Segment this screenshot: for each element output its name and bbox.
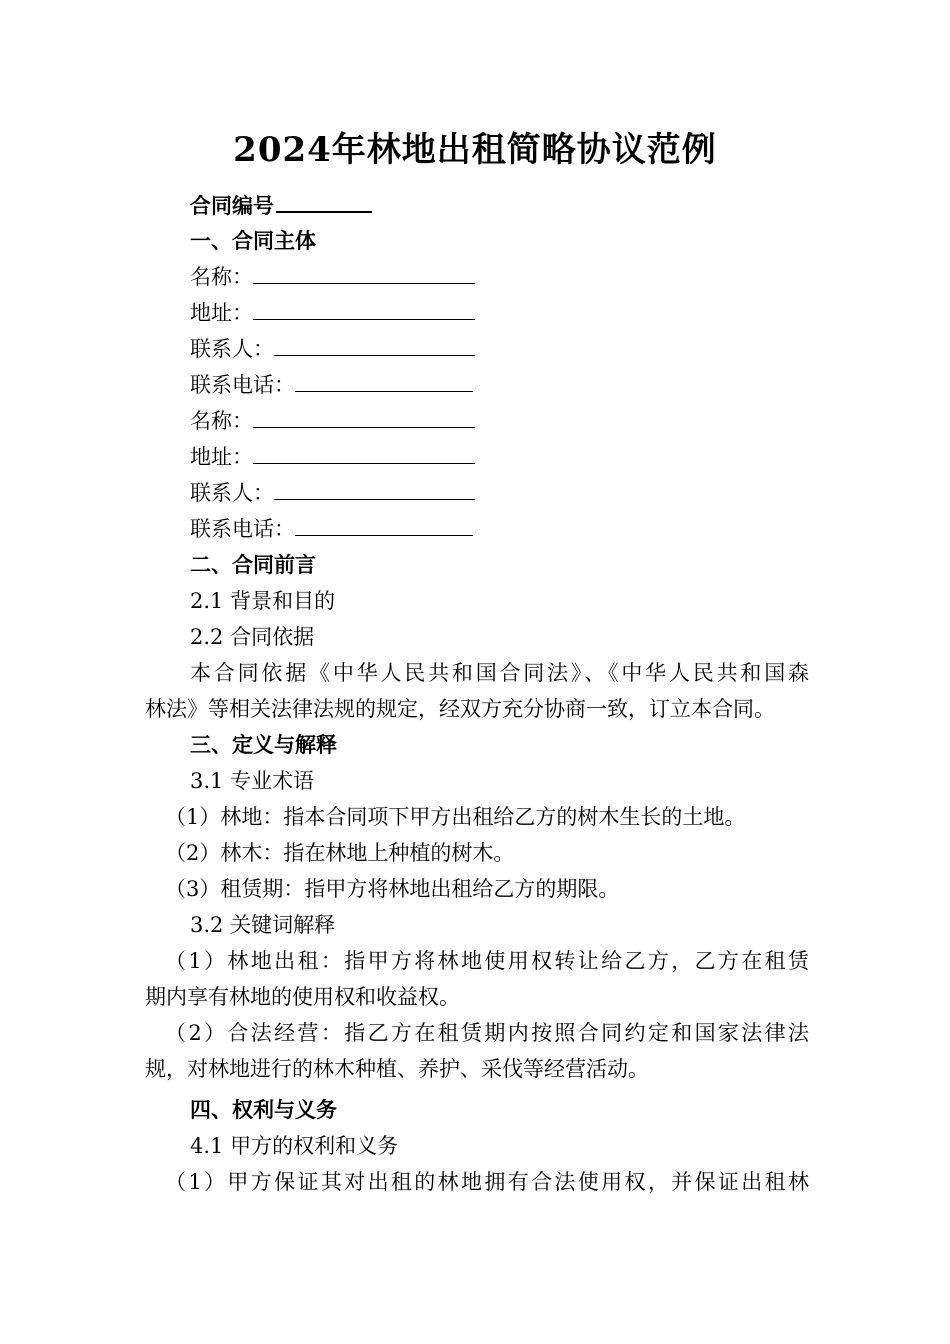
party-b-name-label: 名称：	[190, 409, 253, 433]
party-b-contact-line	[145, 475, 854, 511]
party-a-duty-line1: （1）甲方保证其对出租的林地拥有合法使用权，并保证出租林	[165, 1170, 809, 1194]
section1-heading: 一、合同主体	[190, 228, 316, 253]
party-a-contact-line	[145, 331, 854, 367]
keyword-legal-operation-line2: 规，对林地进行的林木种植、养护、采伐等经营活动。	[145, 1057, 649, 1081]
section3-sub-keywords: 3.2 关键词解释	[190, 913, 336, 937]
party-b-address-line	[145, 439, 854, 475]
party-b-name-line	[145, 403, 854, 439]
document-title: 2024年林地出租简略协议范例	[233, 130, 717, 170]
party-b-name-blank	[253, 403, 475, 428]
party-a-contact-blank	[274, 331, 475, 356]
party-a-name-line	[145, 259, 854, 295]
party-a-contact-label: 联系人：	[190, 337, 274, 361]
section3-sub-terms: 3.1 专业术语	[190, 769, 315, 793]
party-b-phone-label: 联系电话：	[190, 517, 295, 541]
party-b-contact-label: 联系人：	[190, 481, 274, 505]
party-b-phone-line	[145, 511, 854, 547]
party-b-address-blank	[253, 439, 475, 464]
party-b-address-label: 地址：	[190, 445, 253, 469]
section4-heading: 四、权利与义务	[190, 1097, 337, 1122]
contract-number-label: 合同编号	[190, 193, 274, 218]
party-a-address-label: 地址：	[190, 301, 253, 325]
party-b-contact-blank	[274, 475, 475, 500]
party-a-address-blank	[253, 295, 475, 320]
keyword-leasing-line2: 期内享有林地的使用权和收益权。	[145, 985, 460, 1009]
section2-item-background: 2.1 背景和目的	[190, 589, 336, 613]
section2-heading: 二、合同前言	[190, 552, 316, 577]
term-trees: （2）林木：指在林地上种植的树木。	[165, 841, 515, 865]
section3-heading: 三、定义与解释	[190, 732, 337, 757]
party-a-name-blank	[253, 259, 475, 284]
party-a-name-label: 名称：	[190, 265, 253, 289]
party-a-phone-label: 联系电话：	[190, 373, 295, 397]
section2-item-basis: 2.2 合同依据	[190, 625, 315, 649]
party-a-address-line	[145, 295, 854, 331]
term-forest-land: （1）林地：指本合同项下甲方出租给乙方的树木生长的土地。	[165, 805, 746, 829]
keyword-leasing-line1: （1）林地出租：指甲方将林地使用权转让给乙方，乙方在租赁	[165, 949, 809, 973]
party-a-phone-line	[145, 367, 854, 403]
contract-number-line	[145, 187, 854, 224]
party-a-phone-blank	[295, 367, 473, 392]
contract-number-blank	[276, 187, 372, 213]
keyword-legal-operation-line1: （2）合法经营：指乙方在租赁期内按照合同约定和国家法律法	[165, 1021, 809, 1045]
section4-sub-party-a: 4.1 甲方的权利和义务	[190, 1134, 399, 1158]
party-b-phone-blank	[295, 511, 473, 536]
section2-paragraph-line1: 本合同依据《中华人民共和国合同法》、《中华人民共和国森	[190, 661, 809, 685]
section2-paragraph-line2: 林法》等相关法律法规的规定，经双方充分协商一致，订立本合同。	[145, 697, 775, 721]
term-lease-period: （3）租赁期：指甲方将林地出租给乙方的期限。	[165, 877, 620, 901]
